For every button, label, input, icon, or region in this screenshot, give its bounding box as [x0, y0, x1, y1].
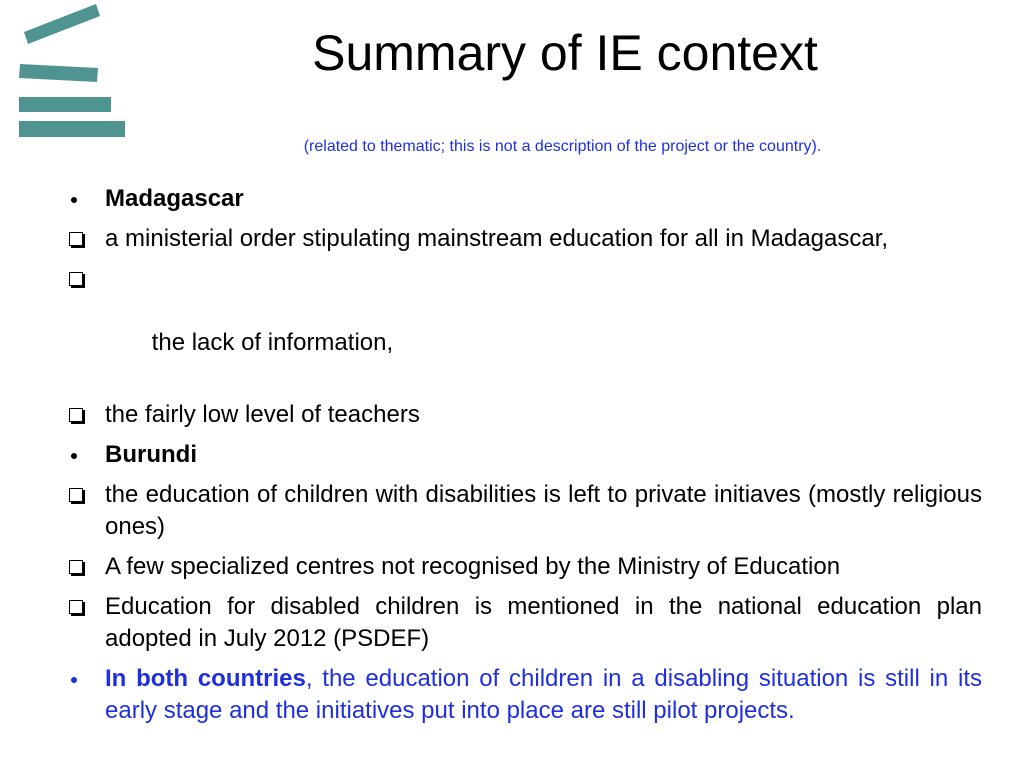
bullet-icon: [71, 453, 77, 459]
item-text: the education of children with disabilities is left to private initiaves (mostly religious ones): [105, 481, 982, 540]
item-text: A few specialized centres not recognised by the Ministry of Education: [105, 553, 841, 580]
slide-title: Summary of IE context: [312, 25, 818, 81]
bullet-icon: [71, 197, 77, 203]
checkbox-icon: [69, 232, 83, 246]
stacked-bars-logo-icon: [14, 2, 134, 142]
bullet-icon: [71, 677, 77, 683]
checkbox-icon: [69, 488, 83, 502]
list-item: [64, 223, 982, 255]
list-item-burundi: [64, 439, 982, 471]
checkbox-icon: [69, 272, 83, 286]
checkbox-icon: [69, 408, 83, 422]
country-heading: Burundi: [105, 441, 197, 468]
list-item: [64, 263, 982, 391]
conclusion-text: , the education of children in a disabling situation is still in its early stage and the initiatives put into place are still pilot projects.: [105, 665, 982, 724]
checkbox-icon: [69, 600, 83, 614]
list-item: [64, 479, 982, 543]
item-text: a ministerial order stipulating mainstream education for all in Madagascar,: [105, 225, 889, 252]
list-item-conclusion: [64, 663, 982, 727]
list-item: [64, 591, 982, 655]
item-text: the lack of information,: [145, 329, 394, 356]
slide-subtitle: (related to thematic; this is not a description of the project or the country).: [303, 138, 822, 155]
list-item: [64, 399, 982, 431]
content-list: [64, 183, 982, 735]
item-text: Education for disabled children is mentioned in the national education plan adopted in July 2012 (PSDEF): [105, 593, 982, 652]
item-text: the fairly low level of teachers: [105, 401, 420, 428]
list-item-madagascar: [64, 183, 982, 215]
country-heading: Madagascar: [105, 185, 244, 212]
checkbox-icon: [69, 560, 83, 574]
conclusion-lead: In both countries: [105, 665, 306, 692]
list-item: [64, 551, 982, 583]
